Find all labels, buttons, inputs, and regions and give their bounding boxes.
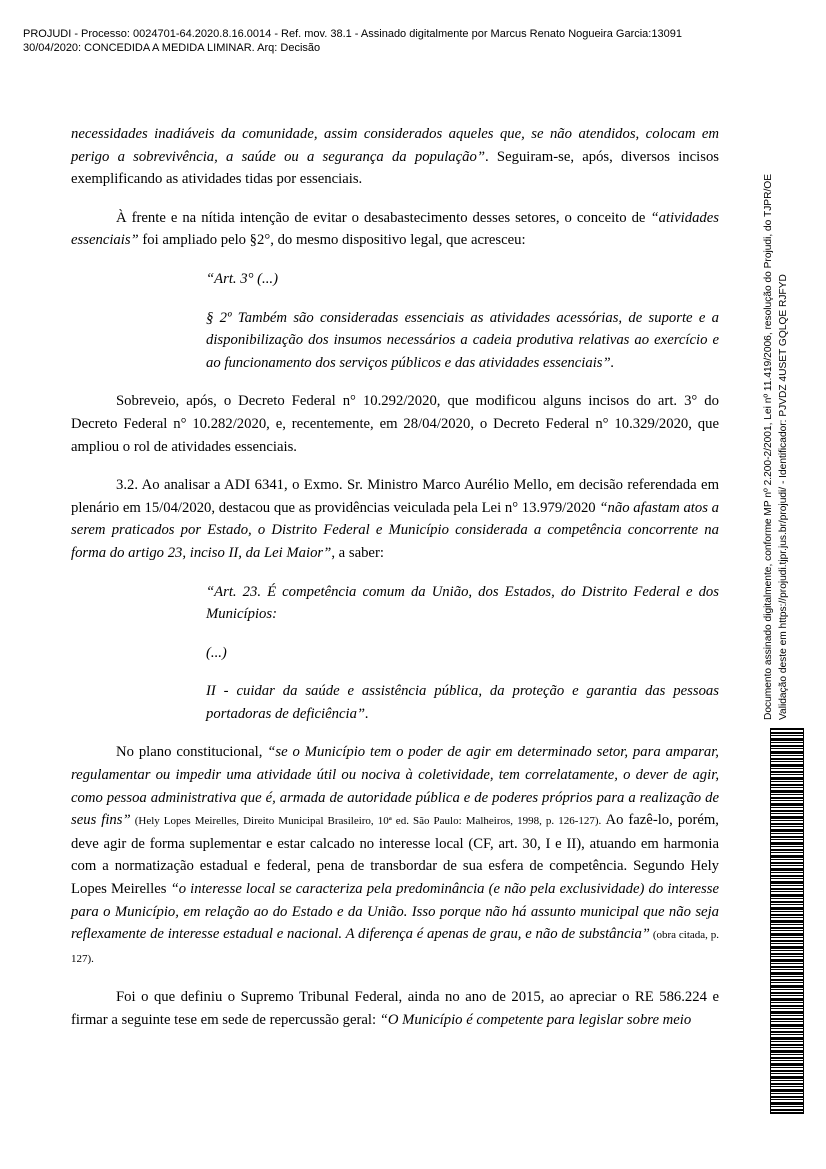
paragraph-text: . Seguiram-se, após, diversos incisos exemplificando as atividades tidas por essenciais. [71, 148, 720, 188]
paragraph-text: No plano constitucional, [116, 744, 268, 761]
document-header [23, 27, 723, 55]
paragraph [71, 207, 719, 252]
block-quote [71, 642, 719, 665]
paragraph [71, 123, 719, 191]
quote-text: “atividades essenciais” [71, 209, 719, 249]
quote-text: “Art. 3° (...) [206, 270, 278, 287]
quote-text: “não afastam atos a serem praticados por Estado, o Distrito Federal e Município considerada a competência concorrente na forma do artigo 23, inciso II, da Lei Maior” [71, 499, 719, 561]
quote-text: (...) [206, 644, 227, 661]
block-quote [71, 268, 719, 291]
paragraph: Sobreveio, após, o Decreto Federal n° 10.292/2020, que modificou alguns incisos do art. 3° do Decreto Federal n° 10.282/2020, e, recentemente, em 28/04/2020, o Decreto Federal n° 10.329/2020, que ampliou o rol de atividades essenciais. [71, 393, 719, 455]
quote-text: § 2º Também são consideradas essenciais as atividades acessórias, de suporte e a disponibilização dos insumos necessários a cadeia produtiva relativas ao exercício e ao funcionamento dos serviços públicos e das atividades essenciais”. [206, 309, 719, 371]
paragraph-text: , a saber: [331, 544, 384, 561]
block-quote [71, 581, 719, 626]
signature-validation-text [758, 100, 806, 720]
paragraph-text: Foi o que definiu o Supremo Tribunal Federal, ainda no ano de 2015, ao apreciar o RE 586.224 e firmar a seguinte tese em sede de repercussão geral: [71, 989, 719, 1028]
paragraph [71, 986, 719, 1031]
document-body [71, 123, 719, 1032]
quote-text: “o interesse local se caracteriza pela predominância (e não pela exclusividade) do interesse para o Município, em relação ao do Estado e da União. Isso porque não há assunto municipal que não seja reflexamente de interesse estadual e nacional. A diferença é apenas de grau, e não de substância” [71, 881, 719, 943]
signature-line: Documento assinado digitalmente, conforme MP nº 2.200-2/2001, Lei nº 11.419/2006, resolução do Projudi, do TJPR/OE [763, 173, 774, 720]
validation-line: Validação deste em https://projudi.tjpr.jus.br/projudi/ - Identificador: PJVDZ 4USET GQLQE RJFYD [777, 274, 789, 720]
barcode [770, 728, 804, 1114]
citation: (Hely Lopes Meirelles, Direito Municipal Brasileiro, 10ª ed. São Paulo: Malheiros, 1998, p. 126-127). [130, 815, 602, 828]
quote-text: II - cuidar da saúde e assistência pública, da proteção e garantia das pessoas portadoras de deficiência”. [206, 683, 719, 722]
quote-text: “Art. 23. É competência comum da União, dos Estados, do Distrito Federal e dos Municípios: [206, 583, 719, 623]
block-quote [71, 307, 719, 375]
header-line-decision: 30/04/2020: CONCEDIDA A MEDIDA LIMINAR. Arq: Decisão [23, 42, 321, 54]
header-line-process: PROJUDI - Processo: 0024701-64.2020.8.16.0014 - Ref. mov. 38.1 - Assinado digitalmente por Marcus Renato Nogueira Garcia:13091 [23, 28, 682, 40]
citation: (obra citada, p. 127). [71, 929, 720, 965]
paragraph-text: À frente e na nítida intenção de evitar o desabastecimento desses setores, o conceito de [116, 209, 651, 226]
paragraph [71, 474, 719, 564]
paragraph [71, 741, 719, 970]
block-quote [71, 680, 719, 725]
quote-text: necessidades inadiáveis da comunidade, assim considerados aqueles que, se não atendidos, colocam em perigo a sobrevivência, a saúde ou a segurança da população” [71, 126, 719, 165]
signature-sidebar [758, 100, 806, 720]
quote-text: “se o Município tem o poder de agir em determinado setor, para amparar, regulamentar ou impedir uma atividade útil ou nociva à coletividade, tem correlatamente, o dever de agir, como pessoa administrativa que é, armada de autoridade pública e de poderes próprios para a realização de seus fins” [71, 744, 719, 829]
paragraph-text: Ao fazê-lo, porém, deve agir de forma suplementar e estar calcado no interesse local (CF, art. 30, I e II), atuando em harmonia com a normatização estadual e federal, pena de transbordar de sua esfera de competência. Segundo Hely Lopes Meirelles [71, 812, 719, 898]
quote-text: “O Município é competente para legislar sobre meio [379, 1012, 692, 1028]
paragraph-text: foi ampliado pelo §2°, do mesmo dispositivo legal, que acresceu: [138, 232, 526, 249]
paragraph-text: 3.2. Ao analisar a ADI 6341, o Exmo. Sr. Ministro Marco Aurélio Mello, em decisão referendada em plenário em 15/04/2020, destacou que as providências veiculada pela Lei n° 13.979/2020 [71, 477, 719, 516]
